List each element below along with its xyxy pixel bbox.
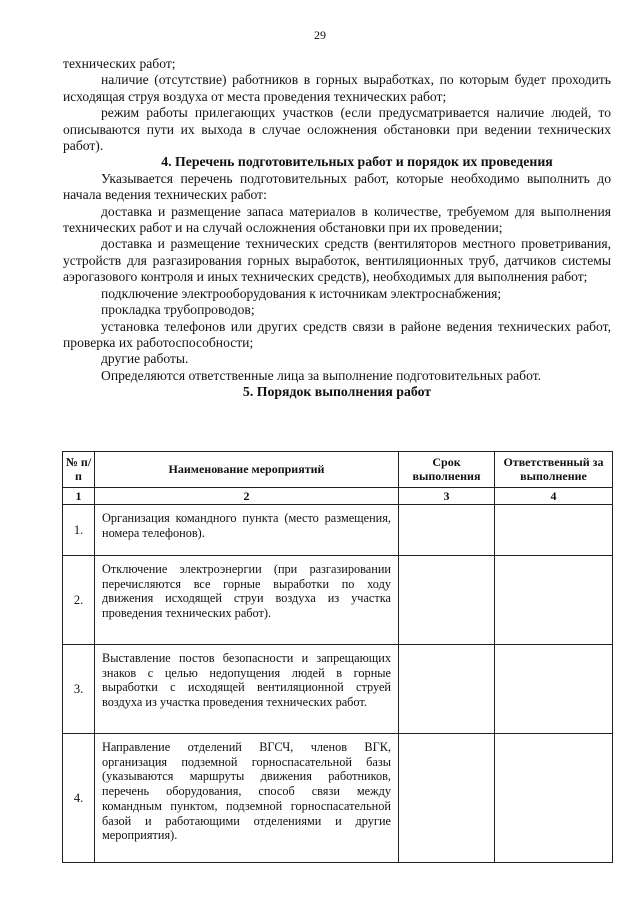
column-number: 4 (495, 488, 613, 505)
table-row (63, 645, 613, 734)
row-deadline (399, 734, 495, 863)
paragraph: доставка и размещение запаса материалов в количестве, требуемом для выполнения технических работ и на случай осложнения обстановки при их проведении; (63, 203, 611, 236)
paragraph: прокладка трубопроводов; (101, 302, 255, 318)
row-deadline (399, 645, 495, 734)
paragraph: подключение электрооборудования к источникам электроснабжения; (101, 285, 502, 301)
row-number: 2. (63, 556, 95, 645)
paragraph: Определяются ответственные лица за выполнение подготовительных работ. (101, 367, 542, 383)
column-number: 1 (63, 488, 95, 505)
row-number: 1. (63, 505, 95, 556)
table-row (63, 734, 613, 863)
row-deadline (399, 556, 495, 645)
paragraph: наличие (отсутствие) работников в горных выработках, по которым будет проходить исходящая струя воздуха от места проведения технических работ; (63, 72, 611, 104)
row-number: 4. (63, 734, 95, 863)
row-responsible (495, 556, 613, 645)
paragraph: другие работы. (101, 351, 189, 367)
paragraph: технических работ; (63, 56, 176, 71)
row-text: Отключение электроэнергии (при разгазировании перечисляются все горные выработки по ходу движения исходящей струи воздуха из участка проведения технических работ). (95, 556, 399, 645)
column-number: 2 (95, 488, 399, 505)
works-table (62, 451, 612, 863)
row-text: Организация командного пункта (место размещения, номера телефонов). (95, 505, 399, 556)
paragraph: режим работы прилегающих участков (если предусматривается наличие людей, то описываются пути их выхода в случае осложнения обстановки при ведении технических работ). (63, 105, 611, 154)
page-number: 29 (314, 28, 326, 42)
header-deadline: Срок выполнения (399, 452, 495, 488)
row-responsible (495, 505, 613, 556)
row-deadline (399, 505, 495, 556)
paragraph: установка телефонов или других средств связи в районе ведения технических работ, проверка их работоспособности; (63, 318, 611, 350)
header-responsible: Ответственный за выполнение (495, 452, 613, 488)
section-4-title: 4. Перечень подготовительных работ и порядок их проведения (161, 154, 553, 170)
row-number: 3. (63, 645, 95, 734)
row-responsible (495, 645, 613, 734)
table-row (63, 556, 613, 645)
header-number: № п/п (63, 452, 95, 488)
section-5-title: 5. Порядок выполнения работ (242, 384, 432, 400)
header-name: Наименование мероприятий (95, 452, 399, 488)
row-text: Выставление постов безопасности и запрещающих знаков с целью недопущения людей в горные выработки с исходящей вентиляционной струей воздуха из участка проведения технических работ. (95, 645, 399, 734)
column-number: 3 (399, 488, 495, 505)
table-row (63, 505, 613, 556)
paragraph: доставка и размещение технических средств (вентиляторов местного проветривания, устройств для разгазирования горных выработок, вентиляционных труб, датчиков системы аэрогазового контроля и иных технических средств), необходимых для выполнения работ; (63, 236, 611, 285)
row-text: Направление отделений ВГСЧ, членов ВГК, организация подземной горноспасательной базы (указываются маршруты движения работников, перечень оборудования, способ связи между командным пунктом, подземной горноспасательной базой и работающими отделениями и другие мероприятия). (95, 734, 399, 863)
paragraph: Указывается перечень подготовительных работ, которые необходимо выполнить до начала ведения технических работ: (63, 170, 611, 203)
document-body (63, 56, 611, 401)
row-responsible (495, 734, 613, 863)
